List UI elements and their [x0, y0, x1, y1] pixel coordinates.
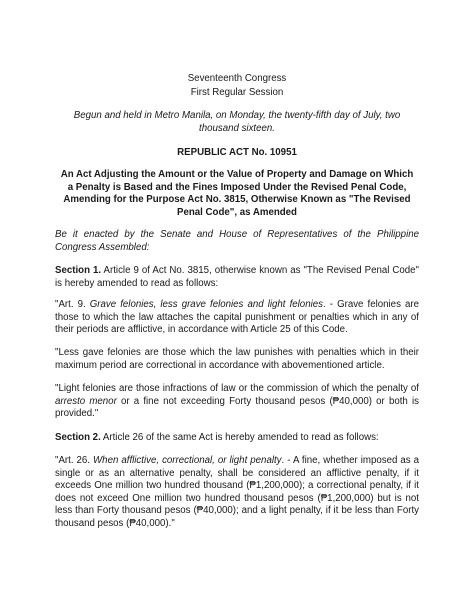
light-italic: arresto menor — [55, 395, 117, 407]
session-line: First Regular Session — [190, 87, 284, 98]
article-9 — [55, 299, 419, 337]
light-part-2: or a fine not exceeding Forty thousand pesos (₱40,000) or both is provided." — [55, 395, 419, 420]
less-grave-paragraph: "Less gave felonies are those which the law punishes with penalties which in their maximum period are correctional in accordance with abovementioned article. — [55, 347, 419, 371]
article-26-lead: "Art. 26. — [55, 455, 94, 466]
section-1 — [55, 265, 419, 290]
article-26-heading: When afflictive, correctional, or light penalty — [93, 455, 282, 466]
act-title: An Act Adjusting the Amount or the Value of Property and Damage on Which a Penalty is Based and the Fines Imposed Under the Revised Penal Code, Amending for the Purpose Act No. 3815, Otherwise Known as "The Revised Penal Code", as Amended — [60, 169, 414, 218]
light-part-1: "Light felonies are those infractions of law or the commission of which the penalty of — [55, 383, 419, 394]
section-2-text: Article 26 of the same Act is hereby amended to read as follows: — [100, 432, 379, 443]
act-number: REPUBLIC ACT No. 10951 — [177, 147, 297, 158]
article-26 — [55, 455, 419, 531]
section-1-label: Section 1. — [55, 265, 102, 276]
article-9-heading: Grave felonies, less grave felonies and light felonies — [89, 299, 323, 310]
section-1-text: Article 9 of Act No. 3815, otherwise known as "The Revised Penal Code" is hereby amended to read as follows: — [55, 265, 419, 289]
article-9-lead: "Art. 9. — [55, 299, 90, 310]
light-felonies-paragraph — [55, 383, 419, 421]
article-26-text: . - A fine, whether imposed as a single or as an alternative penalty, shall be considered an afflictive penalty, if it exceeds One million two hundred thousand (₱1,200,000); a correctional penalty, if it does not exceed One million two hundred thousand pesos (₱1,200,000) but is not less than Forty thousand pesos (₱40,000); and a light penalty, if it be less than Forty thousand pesos (₱40,000)." — [55, 455, 420, 529]
congress-line: Seventeenth Congress — [187, 73, 287, 84]
section-2 — [55, 432, 419, 445]
article-9-text: . - Grave felonies are those to which the law attaches the capital punishment or penalties which in any of their periods are afflictive, in accordance with Article 25 of this Code. — [55, 299, 419, 336]
begun-line: Begun and held in Metro Manila, on Monday, the twenty-fifth day of July, two thousand sixteen. — [73, 110, 401, 134]
enacting-clause: Be it enacted by the Senate and House of Representatives of the Philippine Congress Assembled: — [55, 229, 419, 253]
section-2-label: Section 2. — [55, 432, 101, 443]
